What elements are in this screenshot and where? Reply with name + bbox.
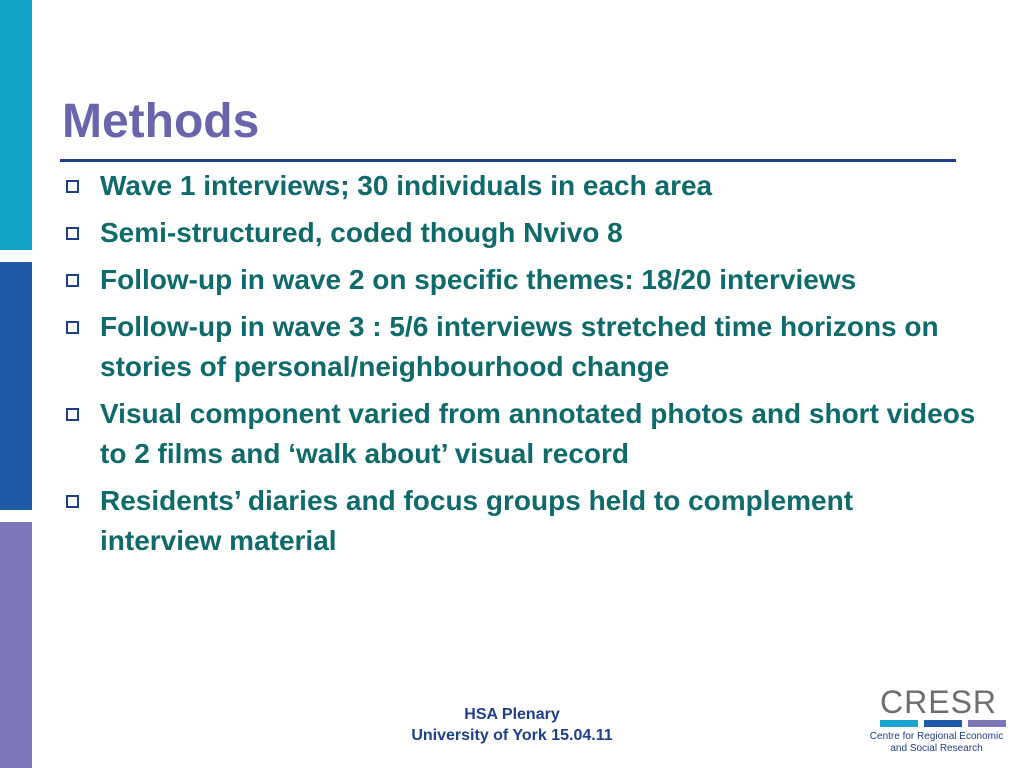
bullet-item	[62, 213, 982, 253]
square-bullet-icon	[66, 321, 79, 334]
square-bullet-icon	[66, 227, 79, 240]
logo-stripe-blue	[924, 720, 962, 727]
bullet-text: Wave 1 interviews; 30 individuals in each area	[100, 170, 713, 201]
footer-venue-date: University of York 15.04.11	[411, 727, 613, 744]
bullet-item	[62, 481, 982, 561]
side-bar-blue	[0, 262, 32, 510]
slide-title: Methods	[62, 95, 260, 148]
bullet-text: Follow-up in wave 2 on specific themes: 18/20 interviews	[100, 264, 857, 295]
logo-subtitle-line1: Centre for Regional Economic	[869, 731, 1004, 742]
bullet-item	[62, 260, 982, 300]
bullet-item	[62, 307, 982, 387]
square-bullet-icon	[66, 274, 79, 287]
side-bar-teal	[0, 0, 32, 250]
bullet-text: Visual component varied from annotated photos and short videos to 2 films and ‘walk about’ visual record	[100, 398, 976, 469]
bullet-text: Follow-up in wave 3 : 5/6 interviews stretched time horizons on stories of personal/neighbourhood change	[100, 311, 939, 382]
bullet-list	[62, 166, 982, 568]
footer-event: HSA Plenary	[464, 706, 560, 723]
logo-subtitle	[864, 731, 1009, 755]
logo-stripe-teal	[880, 720, 918, 727]
logo-stripes	[880, 720, 1006, 727]
bullet-text: Residents’ diaries and focus groups held to complement interview material	[100, 485, 854, 556]
title-divider	[60, 159, 956, 162]
logo-name: CRESR	[880, 684, 998, 720]
bullet-item	[62, 166, 982, 206]
square-bullet-icon	[66, 495, 79, 508]
square-bullet-icon	[66, 408, 79, 421]
footer	[380, 704, 644, 746]
square-bullet-icon	[66, 180, 79, 193]
logo-stripe-purple	[968, 720, 1006, 727]
logo-subtitle-line2: and Social Research	[890, 743, 983, 754]
bullet-text: Semi-structured, coded though Nvivo 8	[100, 217, 623, 248]
bullet-item	[62, 394, 982, 474]
cresr-logo	[864, 686, 1009, 758]
side-bar-purple	[0, 522, 32, 768]
